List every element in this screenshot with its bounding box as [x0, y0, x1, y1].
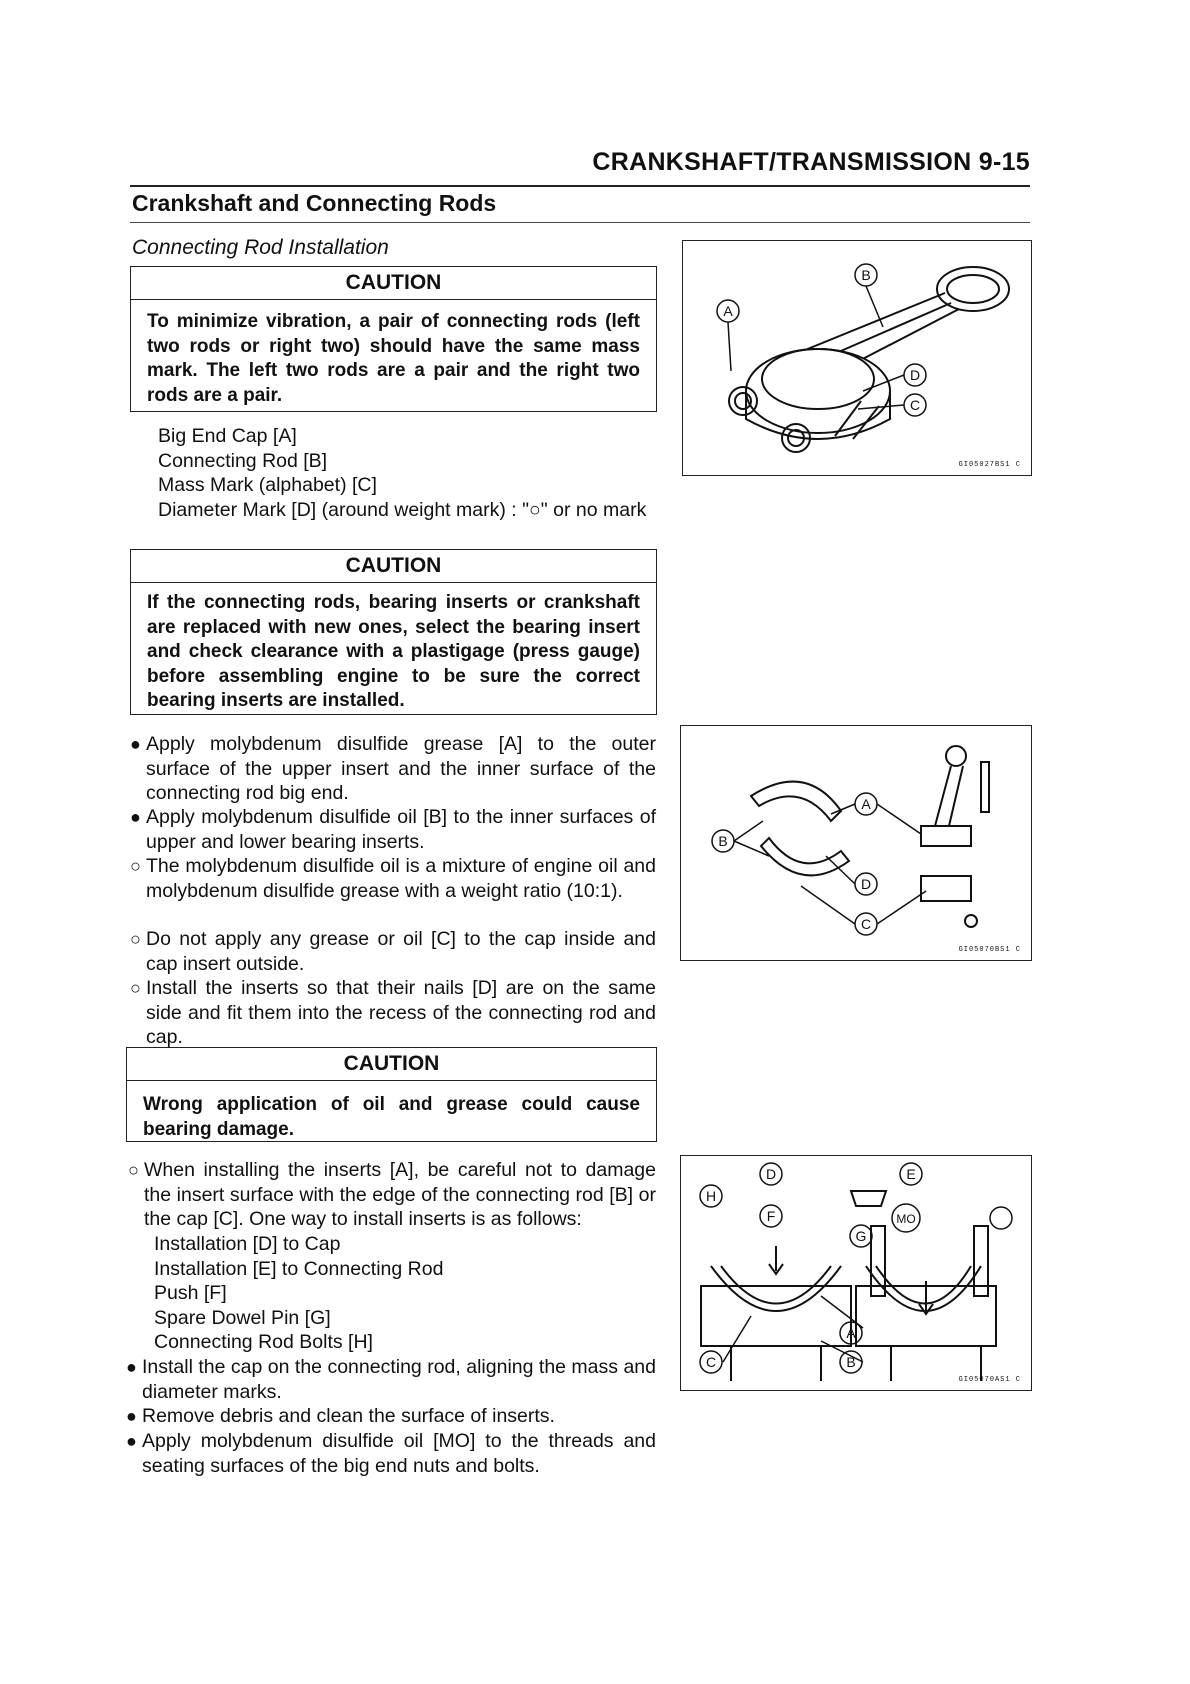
bullet-icon: ●: [130, 734, 141, 754]
bullet-icon: ●: [126, 1431, 137, 1451]
circle-icon: ○: [130, 856, 141, 876]
figure-insert-installation: [680, 1155, 1032, 1391]
figure-code: GI05027BS1 C: [958, 461, 1021, 469]
bullet-icon: ●: [126, 1357, 137, 1377]
list-item: Connecting Rod Bolts [H]: [154, 1331, 373, 1353]
step-item: [130, 732, 656, 806]
parts-list: [158, 424, 656, 522]
figure-label: D: [909, 367, 921, 383]
step-item: [130, 805, 656, 854]
circle-icon: ○: [128, 1160, 139, 1180]
figure-label: A: [723, 303, 733, 319]
step-item: [130, 854, 656, 903]
figure-label: D: [860, 876, 872, 892]
step-text: Install the cap on the connecting rod, aligning the mass and diameter marks.: [142, 1356, 656, 1403]
figure-label: E: [906, 1166, 916, 1182]
step-text: When installing the inserts [A], be careful not to damage the insert surface with the edge of the connecting rod [B] or the cap [C]. One way to install inserts is as follows:: [144, 1159, 656, 1230]
header-rule: [130, 185, 1030, 187]
figure-code: GI05070BS1 C: [958, 946, 1021, 954]
step-text: Do not apply any grease or oil [C] to the cap inside and cap insert outside.: [146, 928, 656, 975]
insert-installation-illustration: [681, 1156, 1033, 1392]
circle-icon: ○: [130, 929, 141, 949]
step-text: Install the inserts so that their nails [D] are on the same side and fit them into the recess of the connecting rod and cap.: [146, 977, 656, 1048]
figure-label: H: [705, 1188, 717, 1204]
step-item: [126, 1404, 656, 1429]
bearing-inserts-illustration: [681, 726, 1033, 962]
section-title: Crankshaft and Connecting Rods: [132, 190, 497, 216]
figure-label: B: [846, 1354, 856, 1370]
figure-connecting-rod: [682, 240, 1032, 476]
caution-box-2: [130, 549, 657, 715]
figure-label: B: [718, 833, 728, 849]
figure-label: F: [766, 1208, 776, 1224]
step-item: [126, 1429, 656, 1478]
list-item: Installation [D] to Cap: [154, 1233, 341, 1255]
caution-box-1: [130, 266, 657, 412]
list-item: Installation [E] to Connecting Rod: [154, 1257, 444, 1280]
list-item: Connecting Rod [B]: [158, 449, 328, 472]
caution-text: To minimize vibration, a pair of connecting rods (left two rods or right two) should have the same mass mark. The left two rods are a pair and the right two rods are a pair.: [147, 311, 640, 406]
figure-code: GI05070AS1 C: [958, 1376, 1021, 1384]
step-item: [130, 927, 656, 976]
figure-label: A: [846, 1325, 856, 1341]
figure-label: D: [765, 1166, 777, 1182]
step-text: Apply molybdenum disulfide oil [B] to the inner surfaces of upper and lower bearing inserts.: [146, 806, 656, 853]
subsection-title: Connecting Rod Installation: [132, 236, 389, 259]
caution-heading: CAUTION: [131, 550, 656, 583]
list-item: Big End Cap [A]: [158, 425, 297, 447]
connecting-rod-illustration: [683, 241, 1033, 477]
caution-text: If the connecting rods, bearing inserts or crankshaft are replaced with new ones, select the bearing insert and check clearance with a plastigage (press gauge) before assembling engine to be sure the correct bearing inserts are installed.: [147, 592, 640, 711]
caution-heading: CAUTION: [131, 267, 656, 300]
step-text: Remove debris and clean the surface of inserts.: [142, 1405, 555, 1427]
figure-label: C: [705, 1354, 717, 1370]
list-item: Mass Mark (alphabet) [C]: [158, 474, 377, 496]
step-item: [126, 1355, 656, 1404]
figure-label: MO: [896, 1212, 916, 1226]
figure-label: G: [855, 1228, 867, 1244]
caution-box-3: [126, 1047, 657, 1142]
step-text: Apply molybdenum disulfide grease [A] to the outer surface of the upper insert and the inner surface of the connecting rod big end.: [146, 733, 656, 804]
page-header-title: CRANKSHAFT/TRANSMISSION 9-15: [592, 148, 1030, 176]
bullet-icon: ●: [130, 807, 141, 827]
caution-text: Wrong application of oil and grease could cause bearing damage.: [143, 1094, 640, 1140]
step-text: Apply molybdenum disulfide oil [MO] to the threads and seating surfaces of the big end nuts and bolts.: [142, 1430, 656, 1477]
figure-bearing-inserts: [680, 725, 1032, 961]
figure-label: A: [861, 796, 871, 812]
bullet-icon: ●: [126, 1406, 137, 1426]
step-item: [128, 1158, 656, 1232]
step-item: [130, 976, 656, 1050]
figure-label: B: [861, 267, 871, 283]
caution-heading: CAUTION: [127, 1048, 656, 1081]
circle-icon: ○: [130, 978, 141, 998]
list-item: Spare Dowel Pin [G]: [154, 1306, 331, 1329]
figure-label: C: [860, 916, 872, 932]
list-item: Push [F]: [154, 1282, 227, 1304]
section-rule: [130, 222, 1030, 223]
figure-label: C: [909, 397, 921, 413]
install-list: [154, 1232, 634, 1355]
list-item: Diameter Mark [D] (around weight mark) : "○" or no mark: [158, 498, 647, 521]
step-text: The molybdenum disulfide oil is a mixture of engine oil and molybdenum disulfide grease with a weight ratio (10:1).: [146, 855, 656, 902]
